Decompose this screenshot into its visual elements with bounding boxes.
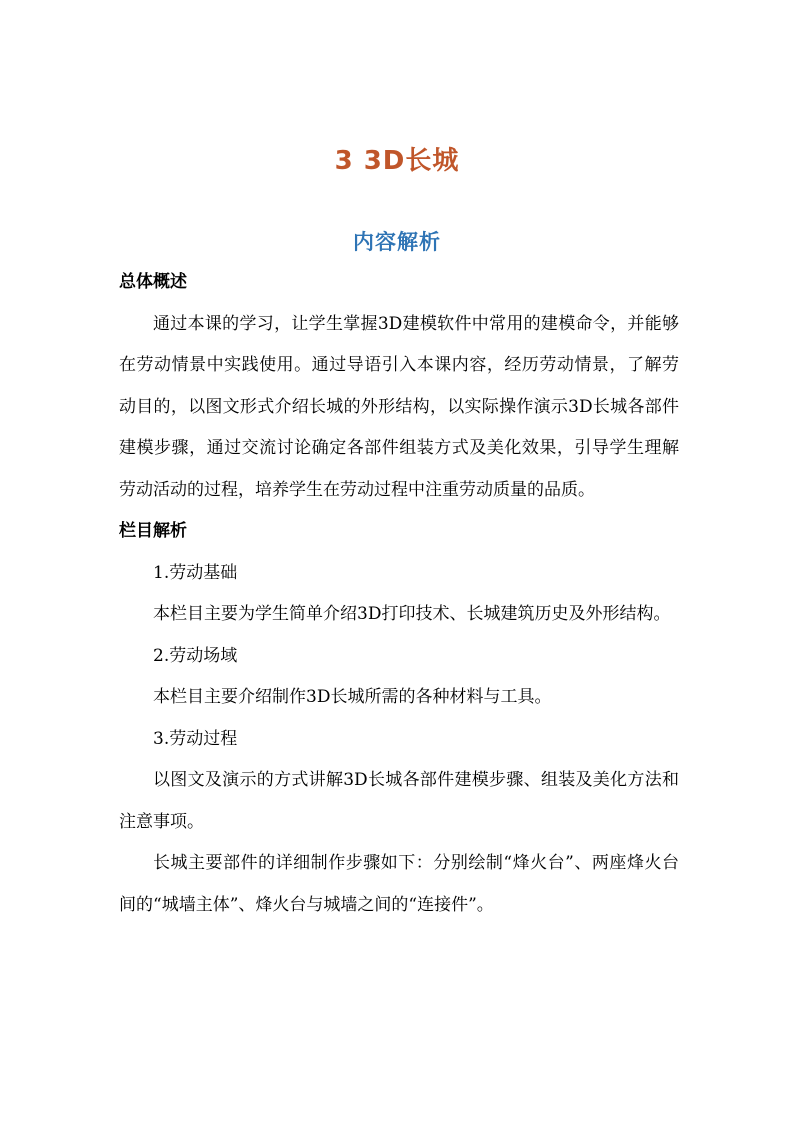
item-text-labor-basis: 本栏目主要为学生简单介绍3D打印技术、长城建筑历史及外形结构。	[153, 604, 671, 624]
section-heading-columns: 栏目解析	[119, 521, 187, 541]
overview-paragraph: 通过本课的学习，让学生掌握3D建模软件中常用的建模命令，并能够在劳动情景中实践使用。通过导语引入本课内容，经历劳动情景，了解劳动目的，以图文形式介绍长城的外形结构，以实际操作演示3D长城各部件建模步骤，通过交流讨论确定各部件组装方式及美化效果，引导学生理解劳动活动的过程，培养学生在劳动过程中注重劳动质量的品质。	[119, 313, 679, 500]
steps-paragraph: 长城主要部件的详细制作步骤如下：分别绘制“烽火台”、两座烽火台间的“城墙主体”、烽火台与城墙之间的“连接件”。	[119, 853, 679, 915]
item-label-labor-field: 2.劳动场域	[153, 645, 238, 666]
item-text-labor-process: 以图文及演示的方式讲解3D长城各部件建模步骤、组装及美化方法和注意事项。	[119, 770, 679, 832]
item-label-labor-process: 3.劳动过程	[153, 728, 238, 749]
item-text-labor-field: 本栏目主要介绍制作3D长城所需的各种材料与工具。	[153, 687, 552, 707]
item-label-labor-basis: 1.劳动基础	[153, 562, 238, 583]
page-title: 3 3D长城	[334, 146, 460, 176]
page-subtitle: 内容解析	[353, 230, 441, 254]
document-body	[119, 262, 679, 926]
section-heading-overview: 总体概述	[119, 272, 187, 292]
